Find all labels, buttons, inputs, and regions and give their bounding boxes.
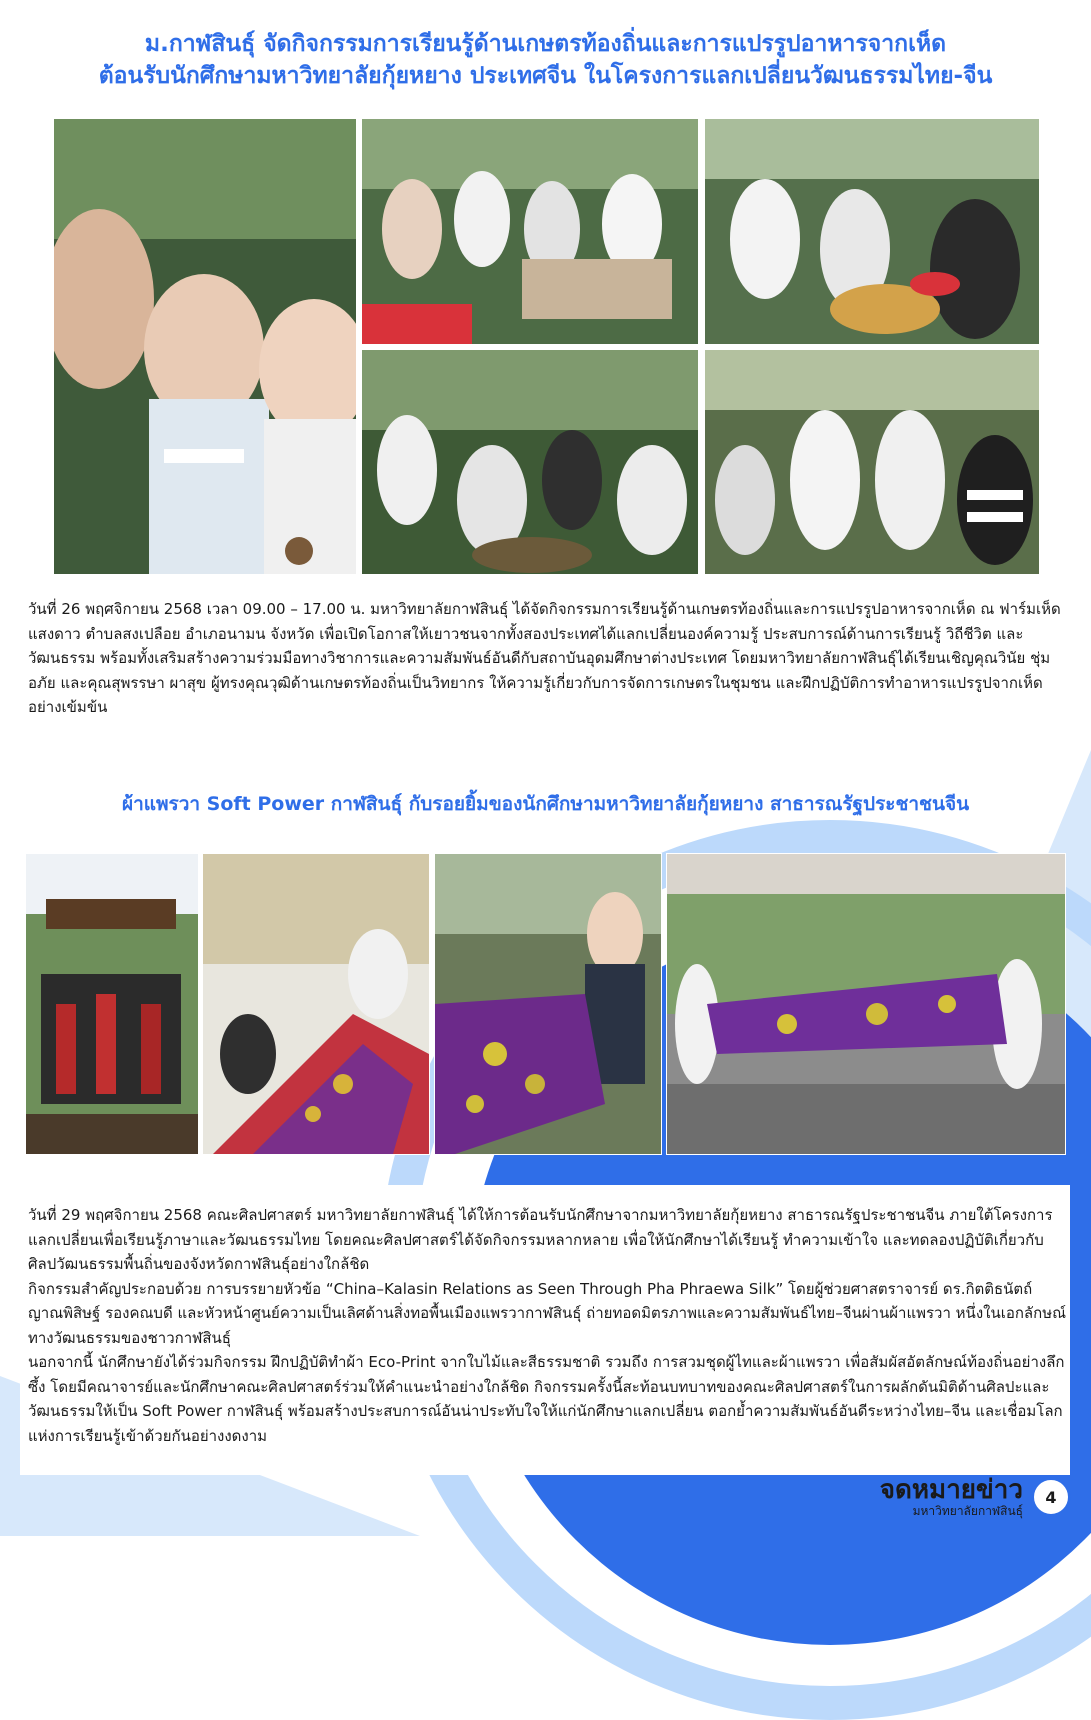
section2-paragraph-2: กิจกรรมสำคัญประกอบด้วย การบรรยายหัวข้อ “China–Kalasin Relations as Seen Through Pha Phraewa Silk” โดยผู้ช่วยศาสตราจารย์ ดร.กิตติธนัตถ์ ญาณพิสิษฐ์ รองคณบดี และหัวหน้าศูนย์ความเป็นเลิศด้านสิ่งทอพื้นเมืองแพรวากาฬสินธุ์ ถ่ายทอดมิตรภาพและความสัมพันธ์ไทย–จีนผ่านผ้าแพรวา หนึ่งในเอกลักษณ์ทางวัฒนธรรมของชาวกาฬสินธุ์ [28,1279,1067,1347]
section2-paragraph-1: วันที่ 29 พฤศจิกายน 2568 คณะศิลปศาสตร์ มหาวิทยาลัยกาฬสินธุ์ ได้ให้การต้อนรับนักศึกษาจากมหาวิทยาลัยกุ้ยหยาง สาธารณรัฐประชาชนจีน ภายใต้โครงการแลกเปลี่ยนเพื่อเรียนรู้ภาษาและวัฒนธรรมไทย โดยคณะศิลปศาสตร์ได้จัดกิจกรรมหลากหลาย เพื่อให้นักศึกษาได้เรียนรู้ ทำความเข้าใจ และทดลองปฏิบัติเกี่ยวกับศิลปวัฒนธรรมพื้นถิ่นของจังหวัดกาฬสินธุ์อย่างใกล้ชิด [28,1206,1053,1273]
photo-students-garden [361,349,699,575]
photo-ecoprint-fabric-2 [434,853,662,1155]
section2-title: ผ้าแพรวา Soft Power กาฬสินธุ์ กับรอยยิ้มของนักศึกษามหาวิทยาลัยกุ้ยหยาง สาธารณรัฐประชาชนจีน [121,793,970,815]
section2-paragraphs [28,1203,1068,1448]
section2-paragraph-3: นอกจากนี้ นักศึกษายังได้ร่วมกิจกรรม ฝึกปฏิบัติทำผ้า Eco-Print จากใบไม้และสีธรรมชาติ รวมถึง การสวมชุดผู้ไทและผ้าแพรวา เพื่อสัมผัสอัตลักษณ์ท้องถิ่นอย่างลึกซึ้ง โดยมีคณาจารย์และนักศึกษาคณะศิลปศาสตร์ร่วมให้คำแนะนำอย่างใกล้ชิด กิจกรรมครั้งนี้สะท้อนบทบาทของคณะศิลปศาสตร์ในการผลักดันมิติด้านศิลปะและวัฒนธรรมให้เป็น Soft Power กาฬสินธุ์ พร้อมสร้างประสบการณ์อันน่าประทับใจให้แก่นักศึกษาแลกเปลี่ยน ตอกย้ำความสัมพันธ์อันดีระหว่างไทย–จีน และเชื่อมโลกแห่งการเรียนรู้เข้าด้วยกันอย่างงดงาม [28,1353,1065,1445]
footer [880,1476,1071,1518]
section1-paragraph [28,597,1068,720]
university-name: มหาวิทยาลัยกาฬสินธุ์ [912,1504,1023,1518]
photo-students-traditional-dress [25,853,199,1155]
footer-text [880,1476,1023,1518]
photo-ecoprint-fabric-1 [202,853,430,1155]
section1-title-line1: ม.กาฬสินธุ์ จัดกิจกรรมการเรียนรู้ด้านเกษตรท้องถิ่นและการแปรรูปอาหารจากเห็ด [144,31,947,57]
photo-ecoprint-fabric-group [666,853,1066,1155]
photo-students-mushroom [53,118,357,575]
photo-students-food-table [361,118,699,345]
newsletter-title: จดหมายข่าว [879,1475,1023,1505]
section1-title-line2: ต้อนรับนักศึกษามหาวิทยาลัยกุ้ยหยาง ประเทศจีน ในโครงการแลกเปลี่ยนวัฒนธรรมไทย-จีน [98,63,993,89]
photo-students-cooking [704,118,1040,345]
section1-paragraph-text: วันที่ 26 พฤศจิกายน 2568 เวลา 09.00 – 17.00 น. มหาวิทยาลัยกาฬสินธุ์ ได้จัดกิจกรรมการเรียนรู้ด้านเกษตรท้องถิ่นและการแปรรูปอาหารจากเห็ด ณ ฟาร์มเห็ดแสงดาว ตำบลสงเปลือย อำเภอนามน จังหวัด เพื่อเปิดโอกาสให้เยาวชนจากทั้งสองประเทศได้แลกเปลี่ยนองค์ความรู้ ประสบการณ์ด้านการเรียนรู้ วิถีชีวิต และวัฒนธรรม พร้อมทั้งเสริมสร้างความร่วมมือทางวิชาการและความสัมพันธ์อันดีกับสถาบันอุดมศึกษาต่างประเทศ โดยมหาวิทยาลัยกาฬสินธุ์ได้เรียนเชิญคุณวินัย ชุ่มอภัย และคุณสุพรรษา ผาสุข ผู้ทรงคุณวุฒิด้านเกษตรท้องถิ่นเป็นวิทยากร ให้ความรู้เกี่ยวกับการจัดการเกษตรในชุมชน และฝึกปฏิบัติการทำอาหารแปรรูปจากเห็ดอย่างเข้มข้น [28,600,1061,716]
page-number: 4 [1031,1477,1071,1517]
photo-students-posing [704,349,1040,575]
section1-title [20,28,1071,92]
